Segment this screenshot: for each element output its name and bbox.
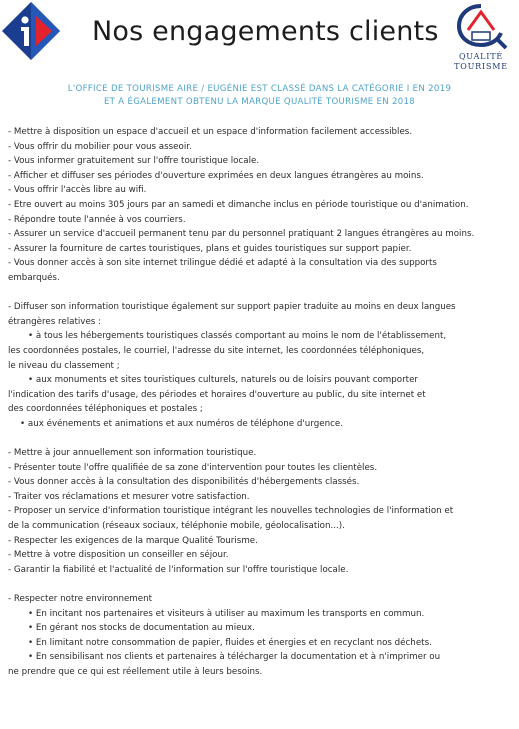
sub-item: • aux événements et animations et aux numéros de téléphone d'urgence.: [20, 418, 343, 429]
commitment-item: - Respecter les exigences de la marque Qualité Tourisme.: [8, 535, 258, 546]
page-title: Nos engagements clients: [92, 16, 439, 47]
sub-item-continued: des coordonnées téléphoniques et postales ;: [8, 404, 203, 415]
logo-text-qualite: QUALITÉ: [458, 52, 504, 61]
logo-text-tourisme: TOURISME: [454, 62, 508, 71]
commitment-item: - Mettre à disposition un espace d'accueil et un espace d'information facilement accessibles.: [8, 127, 413, 137]
commitment-item: - Respecter notre environnement: [8, 594, 153, 604]
commitment-item-continued: de la communication (réseaux sociaux, téléphonie mobile, géolocalisation...).: [8, 521, 345, 532]
sub-item: • En incitant nos partenaires et visiteurs à utiliser au maximum les transports en commun.: [28, 608, 425, 619]
commitment-item: - Vous donner accès à son site internet trilingue dédié et adapté à la consultation via des supports: [8, 258, 437, 269]
commitment-item: - Vous offrir l'accès libre au wifi.: [8, 185, 147, 196]
sub-item: • En gérant nos stocks de documentation au mieux.: [28, 623, 255, 634]
sub-item: • aux monuments et sites touristiques culturels, naturels ou de loisirs pouvant comporter: [28, 375, 418, 386]
subtitle-line: ET A ÉGALEMENT OBTENU LA MARQUE QUALITÉ TOURISME EN 2018: [103, 97, 416, 107]
commitment-item: - Diffuser son information touristique également sur support papier traduite au moins en deux langues: [8, 302, 456, 313]
commitment-item: - Garantir la fiabilité et l'actualité de l'information sur l'offre touristique locale.: [8, 564, 349, 575]
sub-item: • à tous les hébergements touristiques classés comportant au moins le nom de l'établissement,: [28, 331, 447, 342]
sub-item: • En limitant notre consommation de papier, fluides et énergies et en recyclant nos déchets.: [28, 637, 432, 648]
commitments-body: [8, 125, 516, 680]
commitment-item-continued: étrangères relatives :: [8, 316, 102, 327]
tourism-office-logo: [0, 0, 62, 62]
commitment-item: - Traiter vos réclamations et mesurer votre satisfaction.: [8, 491, 250, 502]
classification-statement: [0, 83, 519, 109]
commitment-item: - Présenter toute l'offre qualifiée de sa zone d'intervention pour toutes les clientèles.: [8, 462, 378, 473]
commitment-item: - Vous donner accès à la consultation des disponibilités d'hébergements classés.: [8, 477, 360, 488]
sub-item: • En sensibilisant nos clients et partenaires à télécharger la documentation et à n'imprimer ou: [28, 652, 441, 663]
commitment-item: - Assurer un service d'accueil permanent tenu par du personnel pratiquant 2 langues étrangères au moins.: [8, 229, 475, 240]
commitment-item-continued: embarqués.: [8, 272, 60, 283]
commitment-item: - Mettre à votre disposition un conseiller en séjour.: [8, 550, 229, 561]
qualite-tourisme-logo: [446, 2, 516, 72]
commitment-item: - Proposer un service d'information touristique intégrant les nouvelles technologies de l'information et: [8, 506, 454, 517]
commitment-item: - Vous offrir du mobilier pour vous asseoir.: [8, 141, 192, 152]
commitment-item: - Répondre toute l'année à vos courriers.: [8, 214, 186, 225]
commitment-item: - Afficher et diffuser ses périodes d'ouverture exprimées en deux langues étrangères au moins.: [8, 170, 424, 181]
commitment-item: - Mettre à jour annuellement son information touristique.: [8, 448, 257, 459]
subtitle-line: L'OFFICE DE TOURISME AIRE / EUGÉNIE EST CLASSÉ DANS LA CATÉGORIE I EN 2019: [67, 84, 452, 94]
commitment-item: - Assurer la fourniture de cartes touristiques, plans et guides touristiques sur support papier.: [8, 243, 412, 254]
commitment-item: - Etre ouvert au moins 305 jours par an samedi et dimanche inclus en période touristique ou d'animation.: [8, 199, 469, 210]
sub-item-continued: ne prendre que ce qui est réellement utile à leurs besoins.: [8, 666, 263, 677]
sub-item-continued: l'indication des tarifs d'usage, des périodes et horaires d'ouverture au public, du site internet et: [8, 389, 426, 400]
sub-item-continued: le niveau du classement ;: [8, 360, 120, 371]
commitment-item: - Vous informer gratuitement sur l'offre touristique locale.: [8, 156, 260, 167]
sub-item-continued: les coordonnées postales, le courriel, l'adresse du site internet, les coordonnées téléphoniques,: [8, 345, 425, 356]
qualite-tourisme-emblem-icon: [446, 2, 516, 52]
